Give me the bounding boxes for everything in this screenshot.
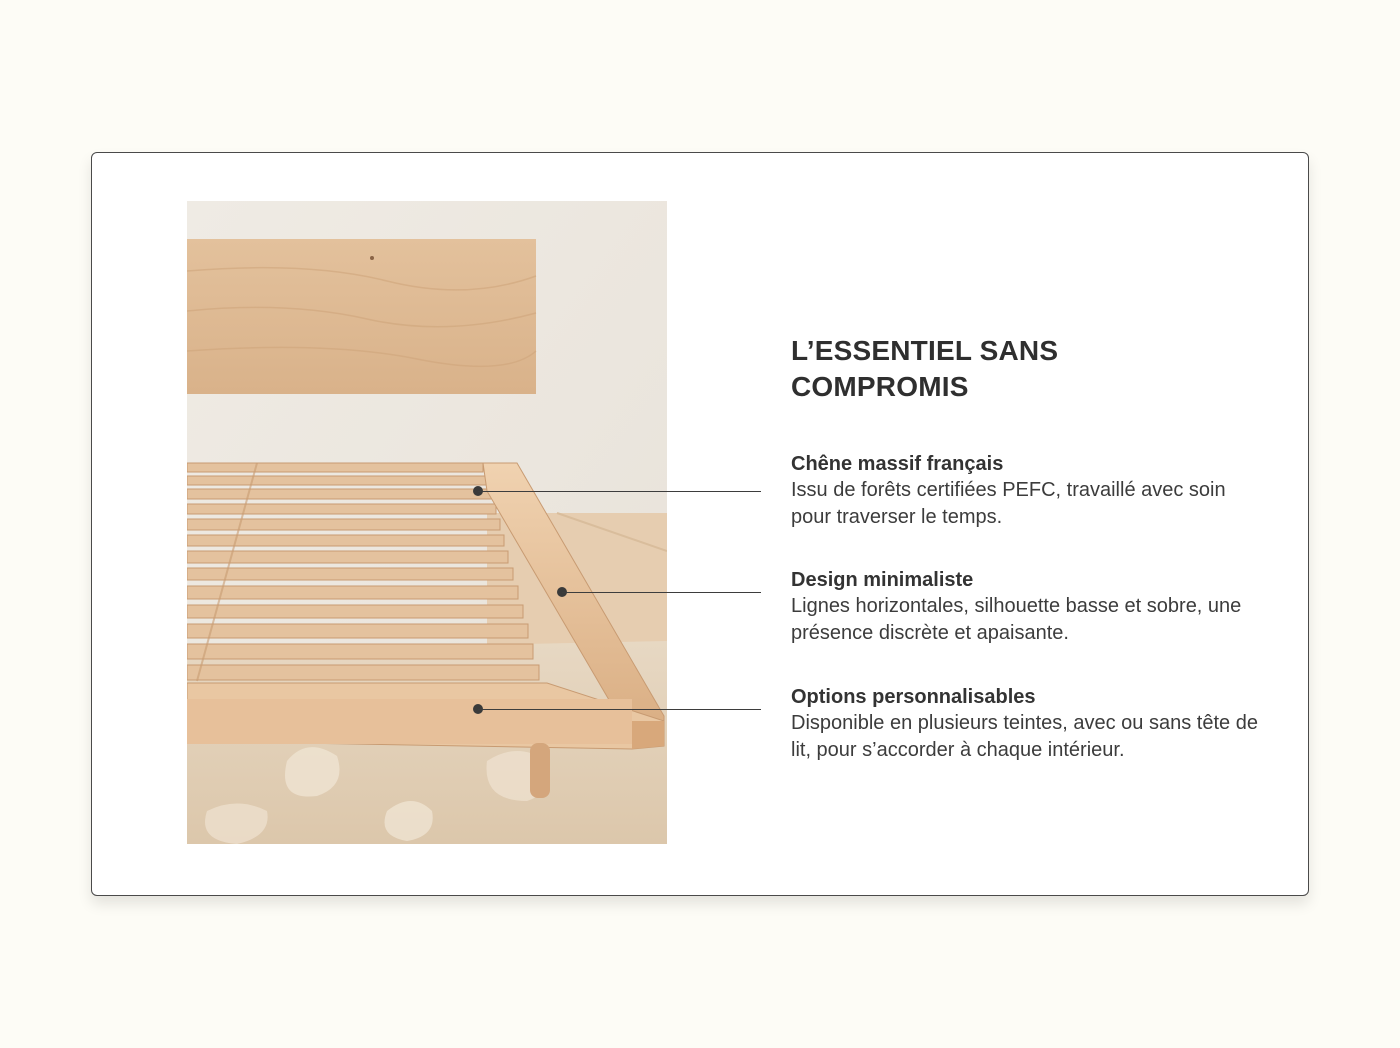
section-title: L’ESSENTIEL SANS COMPROMIS [791, 335, 1059, 402]
pointer-line-options [478, 709, 761, 711]
feature-card [91, 152, 1309, 896]
feature-item-options [791, 684, 1261, 764]
feature-title: Chêne massif français [791, 453, 1004, 475]
feature-item-design [791, 567, 1261, 647]
feature-title: Options personnalisables [791, 686, 1036, 708]
pointer-line-oak [478, 491, 761, 493]
feature-item-oak [791, 451, 1261, 531]
feature-description: Lignes horizontales, silhouette basse et sobre, une présence discrète et apaisante. [791, 595, 1242, 644]
pointer-line-design [562, 592, 761, 594]
feature-description: Disponible en plusieurs teintes, avec ou sans tête de lit, pour s’accorder à chaque intérieur. [791, 712, 1258, 761]
feature-description: Issu de forêts certifiées PEFC, travaillé avec soin pour traverser le temps. [791, 479, 1226, 528]
bed-frame-photo [187, 201, 667, 844]
feature-title: Design minimaliste [791, 569, 974, 591]
